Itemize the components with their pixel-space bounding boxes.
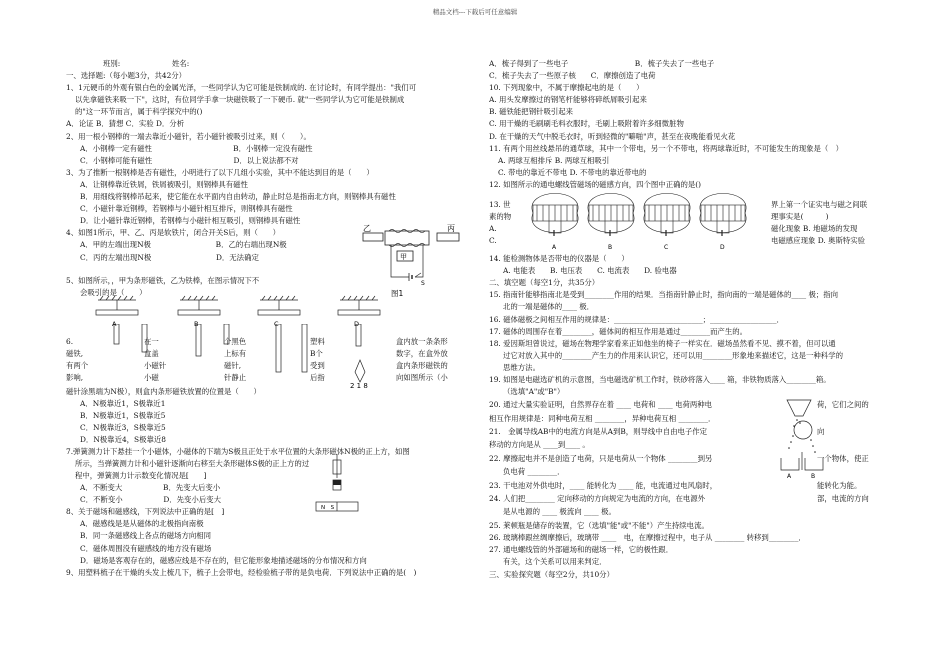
q6-col1-0: 6. [66,336,74,346]
left-line-4: 的"这一环节而言，属于科学探究中的() [75,107,203,117]
q12-fig-label-c: C [664,244,669,252]
q20-24-right-fragment-0: 荷，它们之间的 [817,400,869,410]
q9-stem: 9、用塑料梳子在干燥的头发上梳几下，梳子上会带电，经检验梳子带的是负电荷．下列说法中正确的是( ) [66,567,417,577]
right-a-line-2: 10. 下列现象中，不属于摩擦起电的是（ ） [489,83,644,93]
q6-option-a: A．N极靠近1，S极靠近1 [80,398,166,408]
q20-24-line-1: 相互作用规律是：同种电荷互相 ________，异种电荷互相 ________． [489,413,716,423]
q20-24-line-7: 24. 人们把________ 定向移动的方向规定为电流的方向，在电源外 [489,493,706,503]
left-line-0: 班別: 姓名: [66,59,190,68]
q6-col4-3: 后指 [310,372,325,382]
right-b-line-7: 18. 爱因斯坦曾说过，磁场在物理学家看来正如他坐的椅子一样实在．磁场虽然看不见、摸不着，但可以通 [489,338,836,348]
q12-fig-label-a: A [552,244,557,252]
right-b-line-4: 北的一端是磁体的____ 极． [503,302,595,312]
left-line-5: A．论证 B．猜想 C．实验 D．分析 [66,119,185,129]
right-b-line-2: 二、填空题（每空1分，共35分） [489,278,600,288]
right-b-line-0: 14. 能检测物体是否带电的仪器是（ ） [489,254,629,264]
q4-option-a: A．甲的左端出现N极 [80,240,151,250]
q5-line-2: 会吸引的是（ ） [80,288,147,298]
right-b-line-10: 19. 如图是电磁选矿机的示意图，当电磁选矿机工作时，铁砂将落入____ 箱，非铁物质落入________箱。 [489,374,831,384]
q20-24-line-3: 移动的方向是从 ____到____ 。 [489,440,590,450]
q8-option-b: B．同一条磁感线上各点的磁场方向相同 [80,531,212,541]
left-column [66,58,466,579]
right-b-line-9: 思维方法。 [503,362,540,372]
q20-24-line-5: 负电荷 ________． [503,467,565,477]
q8-option-c: C．磁体周围没有磁感线的地方没有磁场 [80,543,212,553]
right-b-line-11: （选填"A"或"B"） [503,387,565,397]
q13-right-2: 磁化现象 B. 地磁场的发现 [771,224,858,234]
q19-ore-separator-figure [767,396,837,478]
q20-24-line-2: 21. 金属导线AB中的电流方向是从A到B，则导线中自由电子作定 [489,426,708,436]
right-a-line-0: A．梳子得到了一些电子 B．梳子失去了一些电子 [489,59,715,68]
q7-option-b: B．先变大后变小 [163,483,221,493]
q6-col3-3: 针静止 [224,372,247,382]
fig1-label-jia: 甲 [400,253,407,262]
q7-option-d: D．先变小后变大 [163,495,221,505]
right-a-line-1: C．梳子失去了一些原子核 C．摩擦创造了电荷 [489,71,656,81]
right-a-line-4: B. 磁铁能把钢针吸引起来 [489,107,574,117]
q8-stem: 8、关于磁场和磁感线，下列说法中正确的是[ ] [66,507,225,517]
q20-24-line-0: 20. 通过大量实验证明，自然界存在着 ____ 电荷和 ____ 电荷两种电 [489,400,713,410]
q6-col4-0: 塑料 [310,336,325,346]
q6-q5-bars-figure [102,324,432,390]
q7-line-1: 7.弹簧测力计下悬挂一个小磁体，小磁体的下端为S极且正处于水平位置的大条形磁体N极的正上方，如图 [66,446,410,456]
q6-col4-2: 受到 [310,360,325,370]
q6-col5-2: 盒内条形磁铁的 [396,360,448,370]
q20-24-right-fragment-3: 能转化为能。 [817,480,862,490]
q13-left-3: C. [489,236,497,246]
q8-option-a: A．磁感线是是从磁体的北极指向南极 [80,519,204,529]
q13-left-0: 13. 世 [489,200,511,210]
q7-figure [312,452,362,522]
right-questions-14-19 [489,253,909,398]
q6-option-d: D．N极靠近4，S极靠近8 [80,434,166,444]
right-a-line-8: A. 两球互相排斥 B. 两球互相吸引 [498,155,610,165]
q7-option-c: C．不断变小 [80,495,123,505]
q6-option-c: C．N极靠近3，S极靠近5 [80,422,166,432]
right-a-line-5: C. 用干燥的毛刷刷毛料衣服时，毛刷上吸附着许多细微脏物 [489,119,684,129]
left-line-7: A．小钢棒一定有磁性 B．小钢棒一定没有磁性 [80,143,313,153]
q6-col5-3: 向如图所示（小 [396,372,448,382]
q6-col3-1: 上标有 [224,348,247,358]
q6-col3-2: 磁针, [224,360,242,370]
right-a-line-3: A. 用头发摩擦过的钢笔杆能够将碎纸屑吸引起来 [489,95,647,105]
q7-fig-label-ns: N S [321,505,335,512]
q13-right-0: 界上第一个证实电与磁之间联 [771,200,868,210]
right-c-line-4: 三、实验探究题（每空2分，共10分） [489,569,614,579]
right-b-line-8: 过它对放入其中的________产生力的作用来认识它，还可以用________形象地来描述它，这是一种科学的 [503,350,843,360]
q13-left-2: A. [489,224,497,234]
right-a-line-10: 12. 如图所示的通电螺线管磁场的磁感方向，四个图中正确的是() [489,179,702,189]
q6-col1-1: 磁铁, [66,348,84,358]
q4-option-d: D．无法确定 [215,252,259,262]
q20-24-right-fragment-1: 向 [817,426,825,436]
q6-col2-2: 小磁针 [144,360,167,370]
left-line-2: 1、1元硬币的外观有银白色的金属光泽，一些同学认为它可能是铁制成的. 在讨论时，有同学提出："我们可 [66,83,417,93]
q6-col1-3: 影响, [66,372,84,382]
page-header-note: 精品文档---下载后可任意编辑 [432,8,518,16]
question-12-13 [489,191,909,253]
right-b-line-1: A. 电能表 B. 电压表 C. 电流表 D. 验电器 [503,266,677,276]
right-c-line-3: 有关，这个关系可以用来判定． [503,557,607,567]
q6-col3-0: 个黑色 [224,336,247,346]
q6-col2-0: 在一 [144,336,159,346]
right-a-line-6: D. 在干燥的天气中脱毛衣时，听到轻微的"噼啪"声，甚至在夜晚能看见火花 [489,131,736,141]
q5-fig-label-b: B [194,319,199,328]
q7-line-2: 所示，当弹簧测力计和小磁针逐渐向右移至大条形磁体S极的正上方的过 [75,459,310,469]
right-a-line-7: 11. 有两个用丝线悬吊的通草球，其中一个带电，另一个不带电，将两球靠近时，不可能发生的现象是（ ） [489,143,844,153]
svg-text:S: S [421,280,425,288]
q20-24-right-fragment-4: 部，电流的方向 [817,493,869,503]
q20-24-line-8: 是从电源的 ____ 极流向 ____ 极。 [503,507,616,517]
left-line-12: C．小磁针靠近钢棒，若钢棒与小磁针相互排斥，则钢棒具有磁性 [80,204,293,214]
question-6 [66,336,466,390]
q20-24-line-6: 23. 干电池对外供电时，____ 能转化为 ____ 能，电流通过电风扇时， [489,480,718,490]
fig1-caption: 图1 [391,289,404,299]
q4-stem: 4、如图1所示，甲、乙、丙是软铁片，闭合开关S后，则（ ） [66,228,281,238]
left-line-10: A．让钢棒靠近铁屑，铁屑被吸引，则钢棒具有磁性 [80,179,248,189]
q4-option-b: B．乙的右端出现N极 [215,240,287,250]
q5-fig-label-d: D [354,319,360,328]
left-line-3: 以先拿磁铁来吸一下"，这时，有位同学手拿一块磁铁吸了一下硬币. 就"一些同学认为它可能是铁制成 [75,95,405,105]
right-a-line-9: C. 带电的靠近不带电 D. 不带电的靠近带电的 [498,167,647,177]
q6-col5-1: 数字，在盒外放 [396,348,448,358]
left-line-13: D．让小磁针靠近钢棒，若钢棒与小磁针相互吸引，则钢棒具有磁性 [80,216,301,226]
right-c-line-1: 26. 玻璃棒跟丝绸摩擦后，玻璃带 ____ 电，在摩擦过程中，电子从 ________ 转移到________． [489,533,806,543]
questions-20-24 [489,398,909,520]
q12-solenoid-figures [527,191,755,251]
q12-fig-label-d: D [720,244,725,252]
q13-left-1: 素的物 [489,212,512,222]
right-column [489,58,909,581]
right-c-line-2: 27. 通电螺线管的外部磁场和的磁场一样，它的极性跟． [489,545,674,555]
left-line-6: 2、用一根小钢棒的一端去靠近小磁针，若小磁针被吸引过来，则（ ）。 [66,131,311,141]
left-line-11: B．用细线将钢棒吊起来，使它能在水平面内自由转动，静止时总是指南北方向，则钢棒具有磁性 [80,192,396,202]
q6-col5-0: 盒内放一条条形 [396,336,448,346]
left-line-8: C．小钢棒可能有磁性 D．以上说法都不对 [80,155,299,165]
q7-line-3: 程中，弹簧测力计示数变化情况是[ ] [75,471,207,481]
left-line-9: 3、为了推断一根钢棒是否有磁性，小明进行了以下几组小实验，其中不能达到目的是（ ） [66,167,374,177]
left-questions-1-3 [66,58,466,227]
q20-24-right-fragment-2: 一个物体，使正 [817,453,869,463]
q8-option-d: D．磁场是客观存在的，磁感应线是不存在的，但它能形象地描述磁场的分布情况和方向 [80,555,367,565]
fig1-label-yi: 乙 [363,224,371,234]
right-b-line-3: 15. 指南针能够指南北是受到________作用的结果．当指南针静止时，指向南的一端是磁体的____ 极；指向 [489,290,839,300]
q5-fig-label-c: C [274,319,279,328]
q19-fig-label-b: B [811,473,816,479]
q12-fig-label-b: B [608,244,613,252]
q13-right-3: 电磁感应现象 D. 奥斯特实验 [771,236,866,246]
right-questions-25-27 [489,520,909,580]
fig1-label-bing: 丙 [447,224,455,234]
right-questions-9-12 [489,58,909,191]
q7-option-a: A．不断变大 [80,483,123,493]
left-line-1: 一、选择题:（每小题3分，共42分） [66,71,187,81]
q6-tail: 磁针涂黑端为N极），则盒内条形磁铁放置的位置是（ ） [66,386,261,396]
q6-option-b: B．N极靠近1，S极靠近5 [80,410,166,420]
q19-fig-label-a: A [787,473,792,479]
right-c-line-0: 25. 莱顿瓶是储存的装置，它（选填"能"或"不能"）产生持续电流。 [489,521,709,531]
q13-right-1: 理事实是( ) [771,212,829,222]
q4-option-c: C．丙的左端出现N极 [80,252,152,262]
q5-line-1: 5、如图所示，，甲为条形磁铁，乙为铁棒，在图示情况下不 [66,276,260,286]
right-b-line-6: 17. 磁体的周围存在着________，磁体间的相互作用是通过________而产生的。 [489,326,747,336]
q6-col4-1: B个 [310,348,323,358]
q6-fig-numbers: 2 1 8 [350,381,368,390]
q6-col2-1: 盒盖 [144,348,159,358]
q6-col2-3: 小磁 [144,372,159,382]
q5-fig-label-a: A [112,319,117,328]
right-b-line-5: 16. 磁体磁极之间相互作用的规律是：________________________；__________________． [489,314,784,324]
q20-24-line-4: 22. 摩擦起电并不是创造了电荷，只是电荷从一个物体 ________到另 [489,453,713,463]
q6-col1-2: 有两个 [66,360,89,370]
